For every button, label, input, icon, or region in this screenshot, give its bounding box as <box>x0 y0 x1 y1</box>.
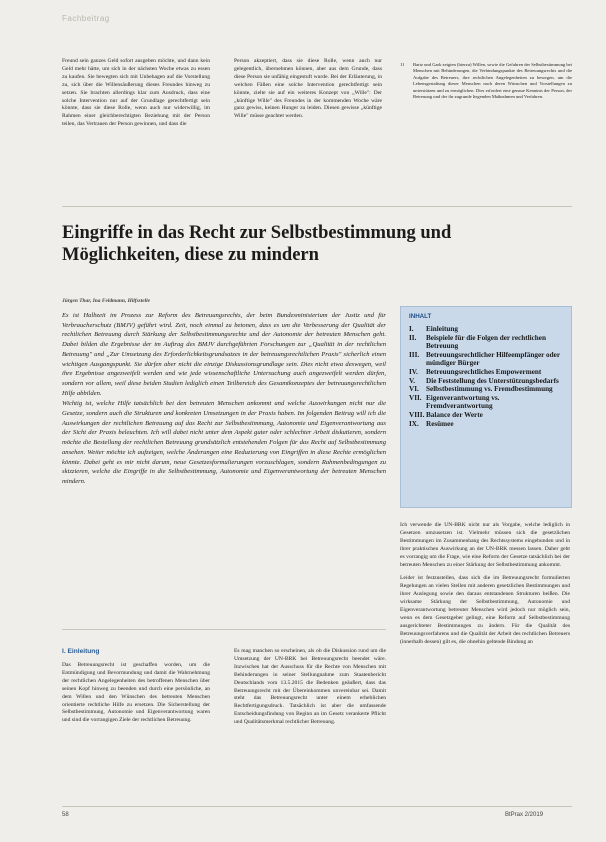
footnote-text: Bartz und Gark zeigten (hierzu) Willen, sowie die Gefahren der Selbstbestimmung bei Menschen mit Behinderungen, die Verbindungspunkte des Betreuungsrechts und die Aufgabe des Betreuers, ihre rechtlichen Angelegenheiten zu besorgen, um die Lebensgestaltung dieser Menschen nach deren Wünschen und Vorstellungen zu unterstützen und zu ermöglichen. Dies erfordert eine genaue Kenntnis der Person, der Betreuung und der ihr zugrunde liegenden Maßnahmen und Verfahren. <box>413 62 572 100</box>
toc-list <box>409 325 565 428</box>
running-head: Fachbeitrag <box>62 14 110 23</box>
abstract-paragraph: Es ist Halbzeit im Prozess zur Reform des Betreuungsrechts, der beim Bundesministerium der Justiz und für Verbraucherschutz (BMJV) geführt wird. Zeit, noch einmal zu betonen, dass es um die Verbesserung der Qualität der rechtlichen Betreuung durch Stärkung der Selbstbestimmungsrechte und der Autonomie der betreuten Menschen geht. Dabei bilden die Ergebnisse der im Auftrag des BMJV durchgeführten Forschungen zur „Qualität in der rechtlichen Betreuung" und „Zur Umsetzung des Erforderlichkeitsgrundsatzes in der betreuungsrechtlichen Praxis" sicherlich einen wichtigen Ausgangspunkt. Sie dürfen aber nicht die einzige Diskussionsgrundlage sein. Dies nicht etwa deswegen, weil ihre Ergebnisse angezweifelt werden und wie jede wissenschaftliche Untersuchung auch angezweifelt werden dürfen, sondern vor allem, weil diese beiden Studien lediglich einen Teilbereich des Gesamtkonzeptes der betreuungsrechtlichen Hilfe abbilden. <box>62 312 386 397</box>
toc-num: V. <box>409 376 416 385</box>
toc-item[interactable] <box>409 385 565 394</box>
toc-label: Betreuungsrechtlicher Hilfeempfänger oder mündiger Bürger <box>426 350 560 368</box>
toc-label: Eigenverantwortung vs. Fremdverantwortung <box>426 393 500 411</box>
section-heading: I. Einleitung <box>62 648 100 655</box>
body-paragraph: Ich verwende die UN-BRK nicht nur als Vorgabe, welche lediglich in Gesetzen umzusetzen ist. Vielmehr müssen sich die gesetzlichen Bestimmungen im Zusammenhang des Rechtssystems eingebunden und in ihrer praktischen Auswirkung an der UN-BRK messen lassen. Daher geht es vorrangig um die Frage, wie eine Reform der Gesetze tatsächlich bei der betreuten Menschen zu einer Stärkung der Selbstbestimmung ankommt. <box>400 522 570 568</box>
divider <box>62 806 572 807</box>
toc-item[interactable] <box>409 325 565 334</box>
toc-item[interactable] <box>409 420 565 429</box>
toc-title: INHALT <box>409 313 432 320</box>
toc-label: Beispiele für die Folgen der rechtlichen Betreuung <box>426 333 546 351</box>
footnote-number: 11 <box>400 62 405 67</box>
toc-num: III. <box>409 350 420 359</box>
footnote <box>400 62 572 100</box>
toc-item[interactable] <box>409 394 565 411</box>
toc-item[interactable] <box>409 334 565 351</box>
page-number: 58 <box>62 812 69 818</box>
authors: Jürgen Thar, Ina Feldmann, Hilfsstelle <box>62 298 151 304</box>
journal-issue: BtPrax 2/2019 <box>505 812 544 818</box>
abstract <box>62 311 386 488</box>
toc-label: Die Feststellung des Unterstützungsbedarfs <box>426 376 559 385</box>
toc-num: IX. <box>409 419 419 428</box>
toc-item[interactable] <box>409 351 565 368</box>
toc-label: Einleitung <box>426 325 458 333</box>
top-column-1: Freund sein ganzes Geld sofort ausgeben möchte, und dann kein Geld mehr hätte, um sich in der nächsten Woche etwas zu essen zu kaufen. Sie bewegten sich mit Unbehagen auf die Vorstellung zu, sich über die Willensäußerung dieses Freundes hinweg zu setzen. Sie brachten allerdings klar zum Ausdruck, dass eine solche Intervention nur auf der Grundlage gerechtfertigt sein könnte, dass sie diese Rolle, wenn auch nur widerwillig, im Rahmen einer gleichberechtigten Beziehung mit der Person teilen, das Vertrauen der Person gewinnen, und dass die <box>62 58 210 128</box>
toc-num: VII. <box>409 393 422 402</box>
toc-label: Balance der Werte <box>426 410 483 419</box>
top-column-2: Person akzeptiert, dass sie diese Rolle, wenn auch nur gelegentlich, übernehmen können, aber aus dem Grunde, dass diese Person sie unfähig eingestuft wurde. Bei der Erläuterung, in welchen Fällen eine solche Intervention gerechtfertigt sein könnte, zielte sie auf ein weiteres Konzept von „Wille": Der „künftige Wille" des Freundes in der kommenden Woche wäre ganz gewiss, keinen Hunger zu leiden. Diesen gewisse „künftige Wille" müsse geachtet werden. <box>234 58 382 120</box>
toc-label: Selbstbestimmung vs. Fremdbestimmung <box>426 385 553 394</box>
toc-num: II. <box>409 333 417 342</box>
bottom-column-2: Es mag manchen so erscheinen, als ob die Diskussion rund um die Umsetzung der UN-BRK bei Betreuungsrecht beendet wäre. Inzwischen hat der Ausschuss für die Rechte von Menschen mit Behinderungen in seiner Stellungnahme zum Staatenbericht Deutschlands vom 13.5.2015 die Bedenken geäußert, dass das Betreuungsrecht mit der Übereinkommen unvereinbar sei. Damit steht das Betreuungsrecht unter einem erheblichen Rechtfertigungsdruck. Tatsächlich ist aber die umfassende Entscheidungsfindung von Beginn an im Gesetz verankerte Pflicht und Qualitätsmerkmal rechtlicher Betreuung. <box>234 648 386 726</box>
toc-item[interactable] <box>409 368 565 377</box>
divider <box>62 206 572 207</box>
abstract-paragraph: Wichtig ist, welche Hilfe tatsächlich bei den betreuten Menschen ankommt und welche Auswirkungen nicht nur die Gesetze, sondern auch die Strukturen und konkreten Umsetzungen in der Praxis haben. Im folgenden Beitrag will ich die Auswirkungen der rechtlichen Betreuung auf das Recht zur Selbstbestimmung, Autonomie und Eigenverantwortung aus der Sicht der Praxis beleuchten. Ich will dabei nicht unter dem Aspekt guter oder schlechter Arbeit diskutieren, sondern möchte die Bestellung der rechtlichen Betreuung grundsätzlich entstehenden Folgen für das Recht auf Selbstbestimmung ansehen. Weiter möchte ich aufzeigen, welche Änderungen eine Reduzierung von Eingriffen in diese Rechte ermöglichen könnte. Dabei geht es mir nicht darum, neue Gesetzesformulierungen vorzuschlagen, sondern Rahmenbedingungen zu skizzieren, welche die Eingriffe in die Selbstbestimmung, Autonomie und Eigenverantwortung der betreuten Menschen mindern. <box>62 400 386 485</box>
toc-num: VIII. <box>409 410 425 419</box>
toc-num: I. <box>409 325 414 333</box>
toc-num: IV. <box>409 367 418 376</box>
article-title: Eingriffe in das Recht zur Selbstbestimmung und Möglichkeiten, diese zu mindern <box>62 223 452 265</box>
toc-item[interactable] <box>409 377 565 386</box>
body-paragraph: Leider ist festzustellen, dass sich die im Betreuungsrecht formulierten Regelungen an vielen Stellen mit anderen gesetzlichen Bestimmungen und ihrer Auslegung sowie den daraus entstandenen Strukturen beißen. Die wirksame Stärkung der Selbstbestimmung, Autonomie und Eigenverantwortung betreuter Menschen wird jedoch nur möglich sein, wenn es dem Gesetzgeber gelingt, eine Reform auf Selbstbestimmung ausgerichteter Bestimmungen zu ändern. Für die Qualität des Betreuungsverfahrens und die Qualität der Arbeit des rechtlichen Betreuers (innerhalb dessen) gilt es, die ohnehin geltende Bindung an <box>400 575 570 645</box>
right-column <box>400 522 570 653</box>
table-of-contents <box>400 306 572 508</box>
toc-label: Betreuungsrechtliches Empowerment <box>426 367 542 376</box>
toc-num: VI. <box>409 385 419 394</box>
divider <box>62 629 386 630</box>
toc-label: Resümee <box>426 419 454 428</box>
toc-item[interactable] <box>409 411 565 420</box>
bottom-column-1: Das Betreuungsrecht ist geschaffen worden, um die Entmündigung und Bevormundung und damit die Wahrnehmung der rechtlichen Angelegenheiten des betroffenen Menschen über seinen Kopf hinweg zu beenden und durch eine persönliche, an dem Willen und den Wünschen des betreuten Menschen orientierte rechtliche Hilfe zu ersetzen. Die Sicherstellung der Selbstbestimmung, Autonomie und Eigenverantwortung waren und sind die vorrangigen Ziele der rechtlichen Betreuung. <box>62 662 210 724</box>
